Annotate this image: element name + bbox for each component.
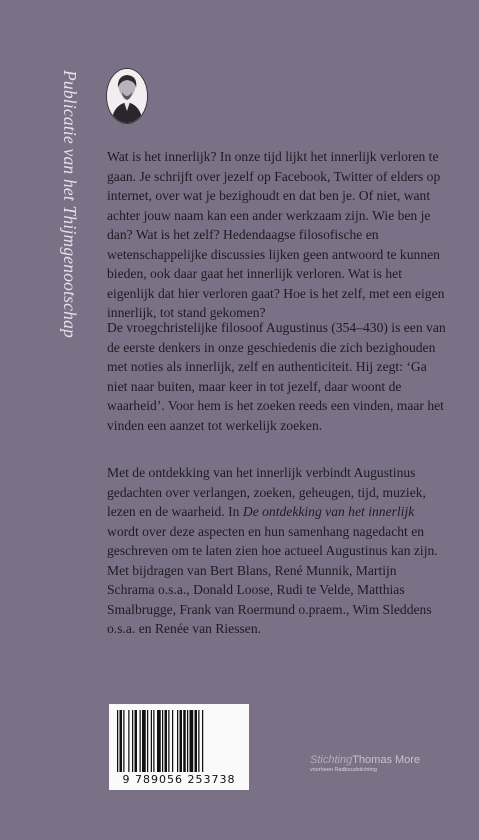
paragraph-text: Wat is het innerlijk? In onze tijd lijkt het innerlijk verloren te gaan. Je schrijft over jezelf op Facebook, Twitter of elders op internet, over wat je bezighoudt en dat ben je. Of niet, want achter jouw naam kan een ander werkzaam zijn. Wie ben je dan? Wat is het zelf? Hedendaagse filosofische en wetenschappelijke discussies lijken geen antwoord te kunnen bieden, ook daar gaat het innerlijk verloren. Wat is het eigenlijk dat hier verloren gaat? Hoe is het zelf, met een eigen innerlijk, tot stand gekomen? — [107, 149, 445, 320]
series-title-text: Publicatie van het Thijmgenootschap — [60, 70, 80, 338]
contents-paragraph — [107, 463, 447, 639]
publisher-name-italic: Stichting — [310, 754, 353, 766]
barcode — [109, 704, 249, 790]
portrait-icon — [106, 68, 148, 124]
barcode-bars — [117, 710, 241, 772]
publisher-name-rest: Thomas More — [352, 754, 421, 766]
paragraph-text: De vroegchristelijke filosoof Augustinus (354–430) is een van de eerste denkers in onze geschiedenis die zich bezighouden met noties als innerlijk, zelf en authenticiteit. Hij zegt: ‘Ga niet naar buiten, maar keer in tot jezelf, daar woont de waarheid’. Voor hem is het zoeken reeds een vinden, maar het vinden een aanzet tot werkelijk zoeken. — [107, 320, 446, 433]
intro-paragraph — [107, 147, 447, 323]
series-title — [60, 70, 80, 370]
paragraph-text-start: Met de ontdekking van het innerlijk verbindt Augustinus gedachten over verlangen, zoeken, geheugen, tijd, muziek, lezen en de waarheid. In — [107, 465, 426, 519]
publisher-tagline: voorheen Radboudstichting — [310, 767, 377, 773]
augustinus-paragraph — [107, 318, 447, 435]
paragraph-text — [107, 463, 447, 639]
publisher-logo — [310, 754, 420, 773]
publisher-name — [310, 754, 420, 766]
isbn-number: 9 789056 253738 — [122, 773, 236, 786]
book-title: De ontdekking van het innerlijk — [242, 504, 415, 519]
paragraph-text-end: wordt over deze aspecten en hun samenhang nagedacht en geschreven om te laten zien hoe actueel Augustinus kan zijn. Met bijdragen van Bert Blans, René Munnik, Martijn Schrama o.s.a., Donald Loose, Rudi te Velde, Matthias Smalbrugge, Frank van Roermund o.praem., Wim Sleddens o.s.a. en Renée van Riessen. — [107, 523, 438, 636]
